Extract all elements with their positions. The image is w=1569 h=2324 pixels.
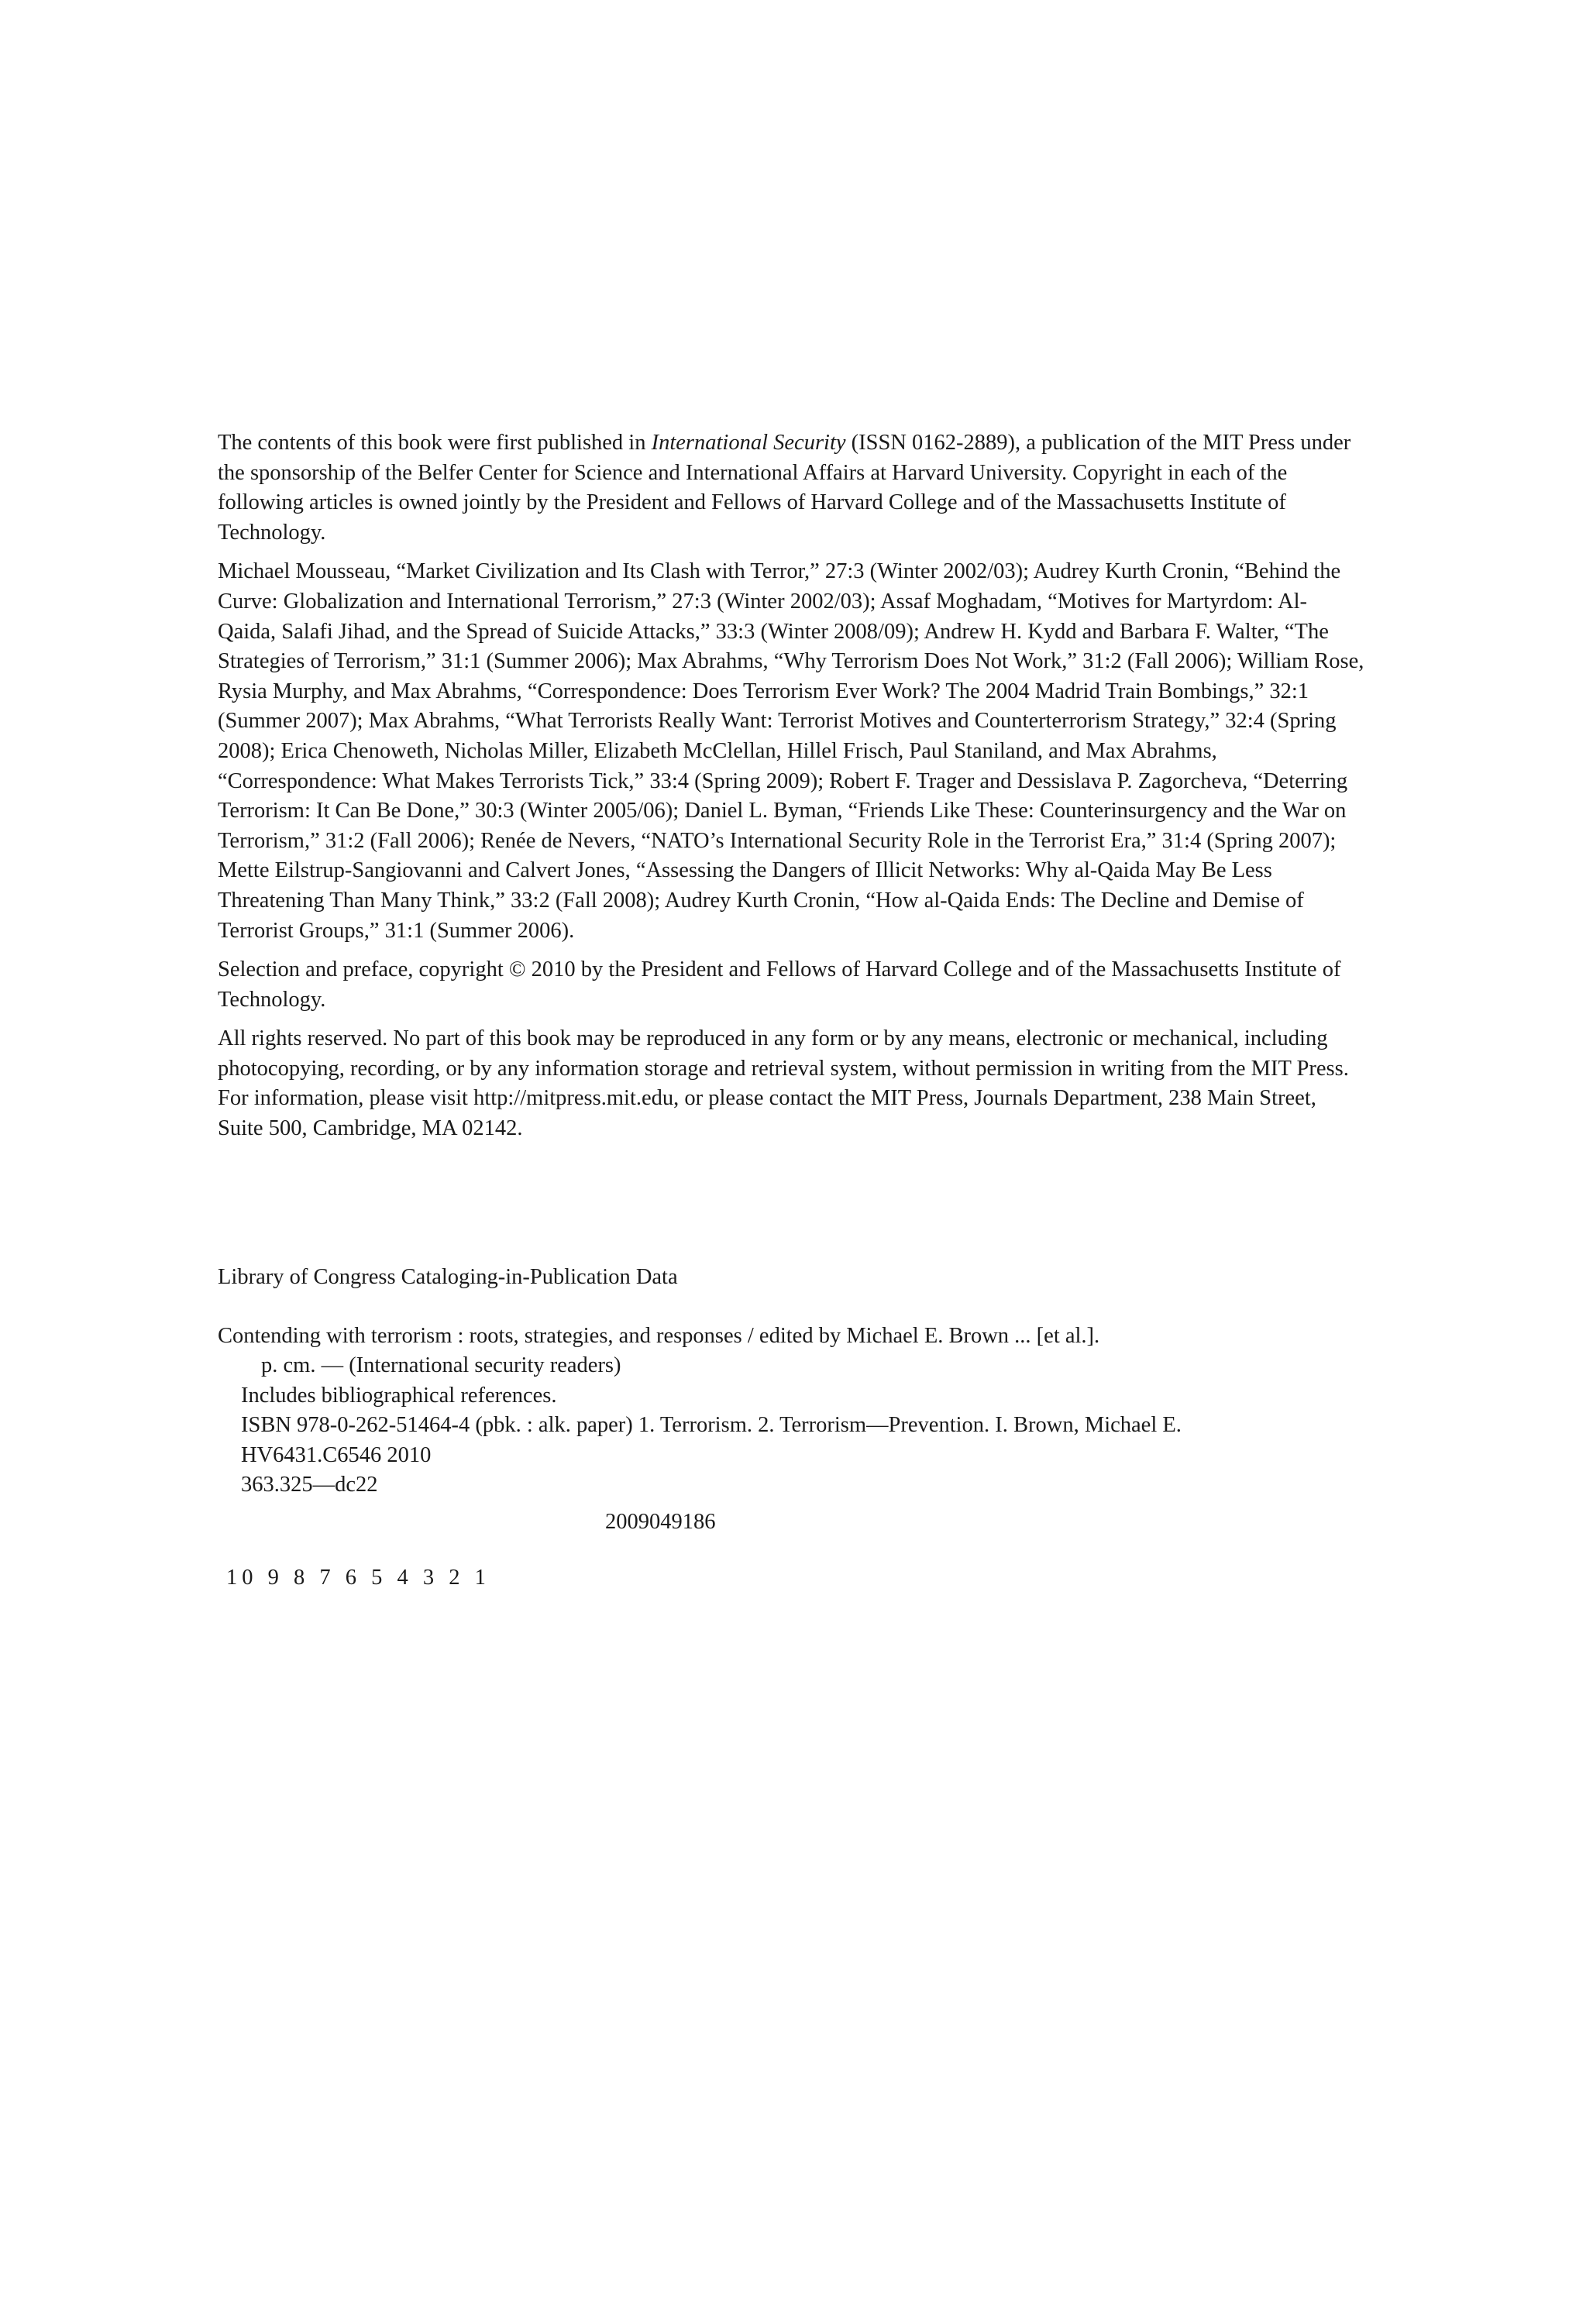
cip-isbn-line: ISBN 978-0-262-51464-4 (pbk. : alk. paper) 1. Terrorism. 2. Terrorism—Prevention. I. Brown, Michael E. [241,1413,1182,1438]
articles-list-paragraph: Michael Mousseau, “Market Civilization and Its Clash with Terror,” 27:3 (Winter 2002/03); Audrey Kurth Cronin, “Behind the Curve: Globalization and International Terrorism,” 27:3 (Winter 2002/03); Assaf Moghadam, “Motives for Martyrdom: Al-Qaida, Salafi Jihad, and the Spread of Suicide Attacks,” 33:3 (Winter 2008/09); Andrew H. Kydd and Barbara F. Walter, “The Strategies of Terrorism,” 31:1 (Summer 2006); Max Abrahms, “Why Terrorism Does Not Work,” 31:2 (Fall 2006); William Rose, Rysia Murphy, and Max Abrahms, “Correspondence: Does Terrorism Ever Work? The 2004 Madrid Train Bombings,” 32:1 (Summer 2007); Max Abrahms, “What Terrorists Really Want: Terrorist Motives and Counterterrorism Strategy,” 32:4 (Spring 2008); Erica Chenoweth, Nicholas Miller, Elizabeth McClellan, Hillel Frisch, Paul Staniland, and Max Abrahms, “Correspondence: What Makes Terrorists Tick,” 33:4 (Spring 2009); Robert F. Trager and Dessislava P. Zagorcheva, “Deterring Terrorism: It Can Be Done,” 30:3 (Winter 2005/06); Daniel L. Byman, “Friends Like These: Counterinsurgency and the War on Terrorism,” 31:2 (Fall 2006); Renée de Nevers, “NATO’s International Security Role in the Terrorist Era,” 31:4 (Spring 2007); Mette Eilstrup-Sangiovanni and Calvert Jones, “Assessing the Dangers of Illicit Networks: Why al-Qaida May Be Less Threatening Than Many Think,” 33:2 (Fall 2008); Audrey Kurth Cronin, “How al-Qaida Ends: The Decline and Demise of Terrorist Groups,” 31:1 (Summer 2006). [218,559,1364,943]
printing-number-line: 10 9 8 7 6 5 4 3 2 1 [226,1566,490,1590]
cip-heading: Library of Congress Cataloging-in-Publication Data [218,1265,678,1289]
cip-title-line: Contending with terrorism : roots, strategies, and responses / edited by Michael E. Brown ... [et al.]. [218,1324,1100,1348]
cip-lccn: 2009049186 [605,1510,716,1535]
cip-physical-line: p. cm. — (International security readers) [261,1353,621,1378]
cip-record [218,1322,1364,1538]
intro-suffix: (ISSN 0162-2889), a publication of the MIT Press under the sponsorship of the Belfer Center for Science and International Affairs at Harvard University. Copyright in each of the following articles is owned jointly by the President and Fellows of Harvard College and of the Massachusetts Institute of Technology. [218,431,1351,545]
intro-prefix: The contents of this book were first published in [218,431,652,455]
cip-notes-line: Includes bibliographical references. [241,1383,557,1408]
copyright-notice [218,428,1364,1153]
cip-dewey: 363.325—dc22 [241,1473,378,1497]
publication-origin-paragraph [218,428,1364,548]
cip-lc-class: HV6431.C6546 2010 [241,1442,432,1467]
journal-name: International Security [651,431,846,455]
rights-reserved-paragraph: All rights reserved. No part of this book may be reproduced in any form or by any means, electronic or mechanical, including photocopying, recording, or by any information storage and retrieval system, without permission in writing from the MIT Press. For information, please visit http://mitpress.mit.edu, or please contact the MIT Press, Journals Department, 238 Main Street, Suite 500, Cambridge, MA 02142. [218,1026,1349,1141]
selection-copyright-paragraph: Selection and preface, copyright © 2010 by the President and Fellows of Harvard College and of the Massachusetts Institute of Technology. [218,957,1341,1012]
